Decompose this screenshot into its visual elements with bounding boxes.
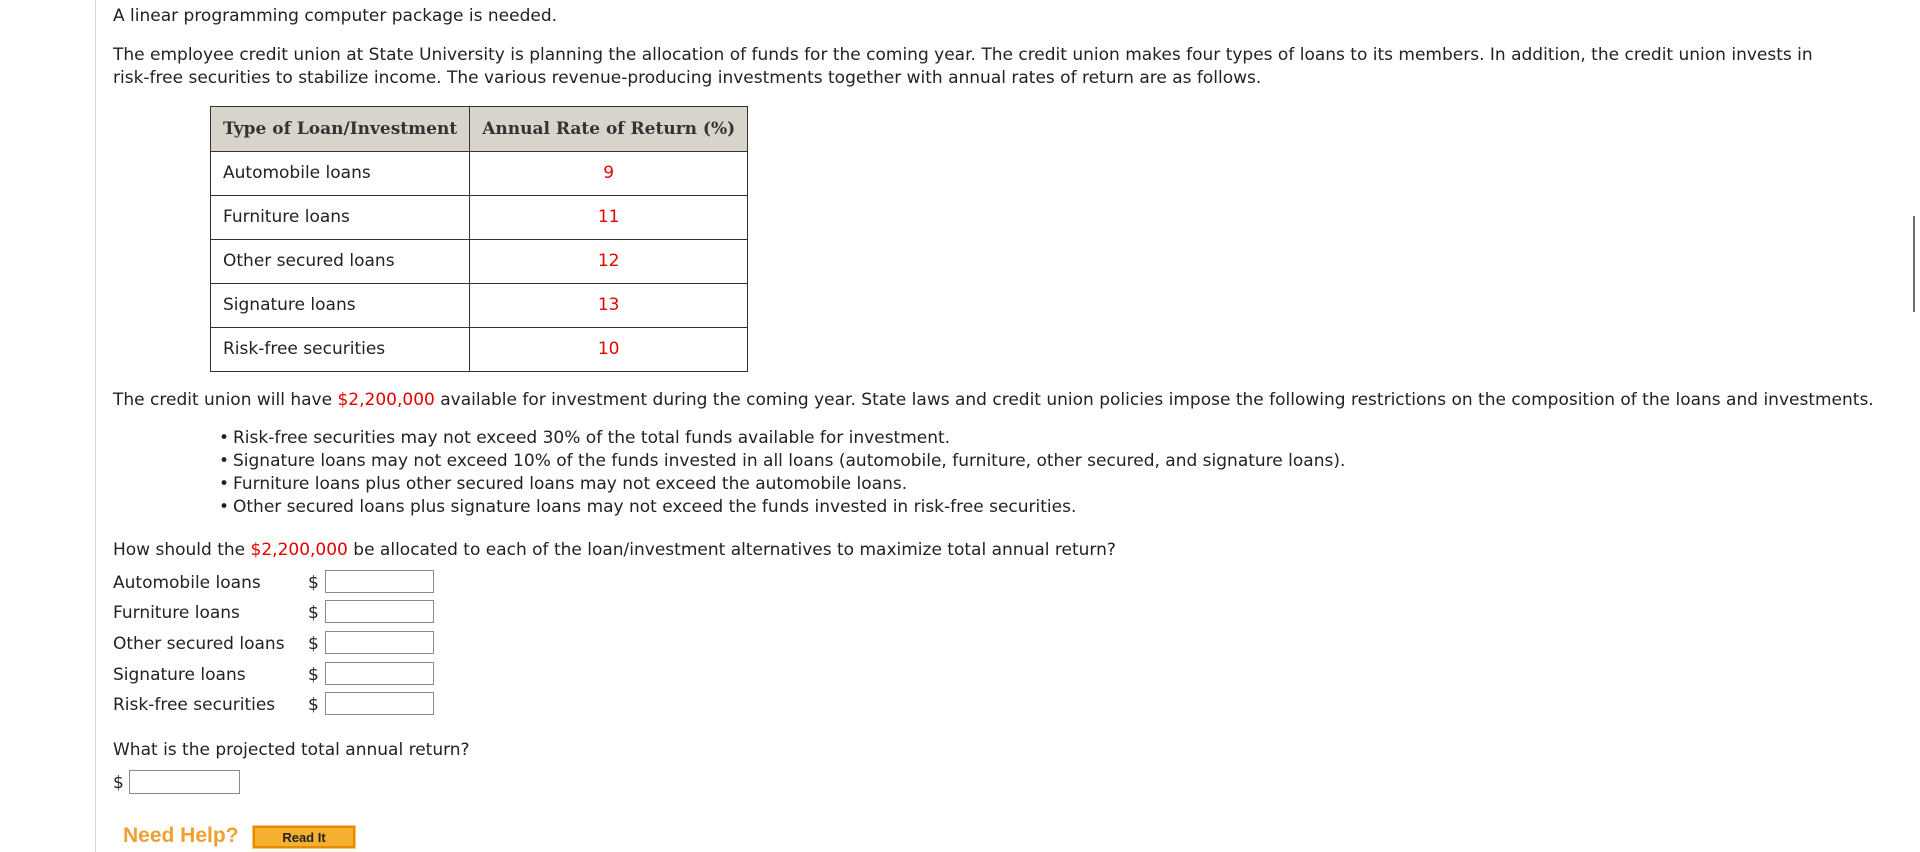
rates-header-return: Annual Rate of Return (%) <box>470 107 748 152</box>
loan-type-cell: Furniture loans <box>211 196 470 240</box>
signature-loans-input[interactable] <box>325 662 434 685</box>
list-item: • Risk-free securities may not exceed 30% of the total funds available for investment. <box>233 427 1345 450</box>
total-return-input[interactable] <box>129 770 240 794</box>
table-row <box>211 152 748 196</box>
loan-type-cell: Other secured loans <box>211 240 470 284</box>
rate-cell: 13 <box>470 284 748 328</box>
rates-table-header-row <box>211 107 748 152</box>
loan-type-cell: Risk-free securities <box>211 328 470 372</box>
risk-free-securities-input[interactable] <box>325 692 434 715</box>
allocation-row-signature <box>113 662 513 688</box>
need-help-title: Need Help? <box>123 824 239 847</box>
dollar-sign: $ <box>113 773 124 793</box>
budget-text-after: available for investment during the coming year. State laws and credit union policies impose the following restrictions on the composition of the loans and investments. <box>434 390 1874 410</box>
table-row <box>211 240 748 284</box>
budget-amount: $2,200,000 <box>337 390 435 410</box>
question-text-before: How should the <box>113 540 251 560</box>
question-amount: $2,200,000 <box>250 540 348 560</box>
allocation-label: Furniture loans <box>113 603 240 623</box>
dollar-sign: $ <box>308 695 319 715</box>
allocation-label: Signature loans <box>113 665 246 685</box>
list-item: • Furniture loans plus other secured loans may not exceed the automobile loans. <box>233 473 1345 496</box>
allocation-row-risk-free <box>113 692 513 718</box>
dollar-sign: $ <box>308 573 319 593</box>
read-it-button[interactable]: Read It <box>253 826 355 848</box>
list-item: • Signature loans may not exceed 10% of the funds invested in all loans (automobile, furniture, other secured, and signature loans). <box>233 450 1345 473</box>
rates-table <box>210 106 748 372</box>
table-row <box>211 328 748 372</box>
list-item: • Other secured loans plus signature loans may not exceed the funds invested in risk-free securities. <box>233 496 1345 519</box>
budget-paragraph <box>113 389 1874 412</box>
allocation-label: Risk-free securities <box>113 695 276 715</box>
budget-text-before: The credit union will have <box>113 390 338 410</box>
allocation-question <box>113 539 1116 562</box>
table-row <box>211 196 748 240</box>
rates-header-type: Type of Loan/Investment <box>211 107 470 152</box>
rate-cell: 12 <box>470 240 748 284</box>
allocation-row-automobile <box>113 570 513 596</box>
scrollbar-thumb[interactable] <box>1913 216 1915 312</box>
dollar-sign: $ <box>308 634 319 654</box>
rate-cell: 10 <box>470 328 748 372</box>
content-left-border <box>95 0 96 852</box>
other-secured-loans-input[interactable] <box>325 631 434 654</box>
furniture-loans-input[interactable] <box>325 600 434 623</box>
allocation-label: Other secured loans <box>113 634 285 654</box>
automobile-loans-input[interactable] <box>325 570 434 593</box>
intro-note: A linear programming computer package is needed. <box>113 6 558 26</box>
rate-cell: 11 <box>470 196 748 240</box>
allocation-row-furniture <box>113 600 513 626</box>
restrictions-list <box>221 427 1345 519</box>
rate-cell: 9 <box>470 152 748 196</box>
loan-type-cell: Automobile loans <box>211 152 470 196</box>
allocation-row-other-secured <box>113 631 513 657</box>
dollar-sign: $ <box>308 603 319 623</box>
intro-paragraph: The employee credit union at State University is planning the allocation of funds for the coming year. The credit union makes four types of loans to its members. In addition, the credit union invests in risk-free securities to stabilize income. The various revenue-producing investments together with annual rates of return are as follows. <box>113 45 1813 88</box>
question-text-after: be allocated to each of the loan/investment alternatives to maximize total annual return? <box>347 540 1116 560</box>
loan-type-cell: Signature loans <box>211 284 470 328</box>
table-row <box>211 284 748 328</box>
dollar-sign: $ <box>308 665 319 685</box>
allocation-label: Automobile loans <box>113 573 261 593</box>
total-return-question: What is the projected total annual return? <box>113 740 470 760</box>
